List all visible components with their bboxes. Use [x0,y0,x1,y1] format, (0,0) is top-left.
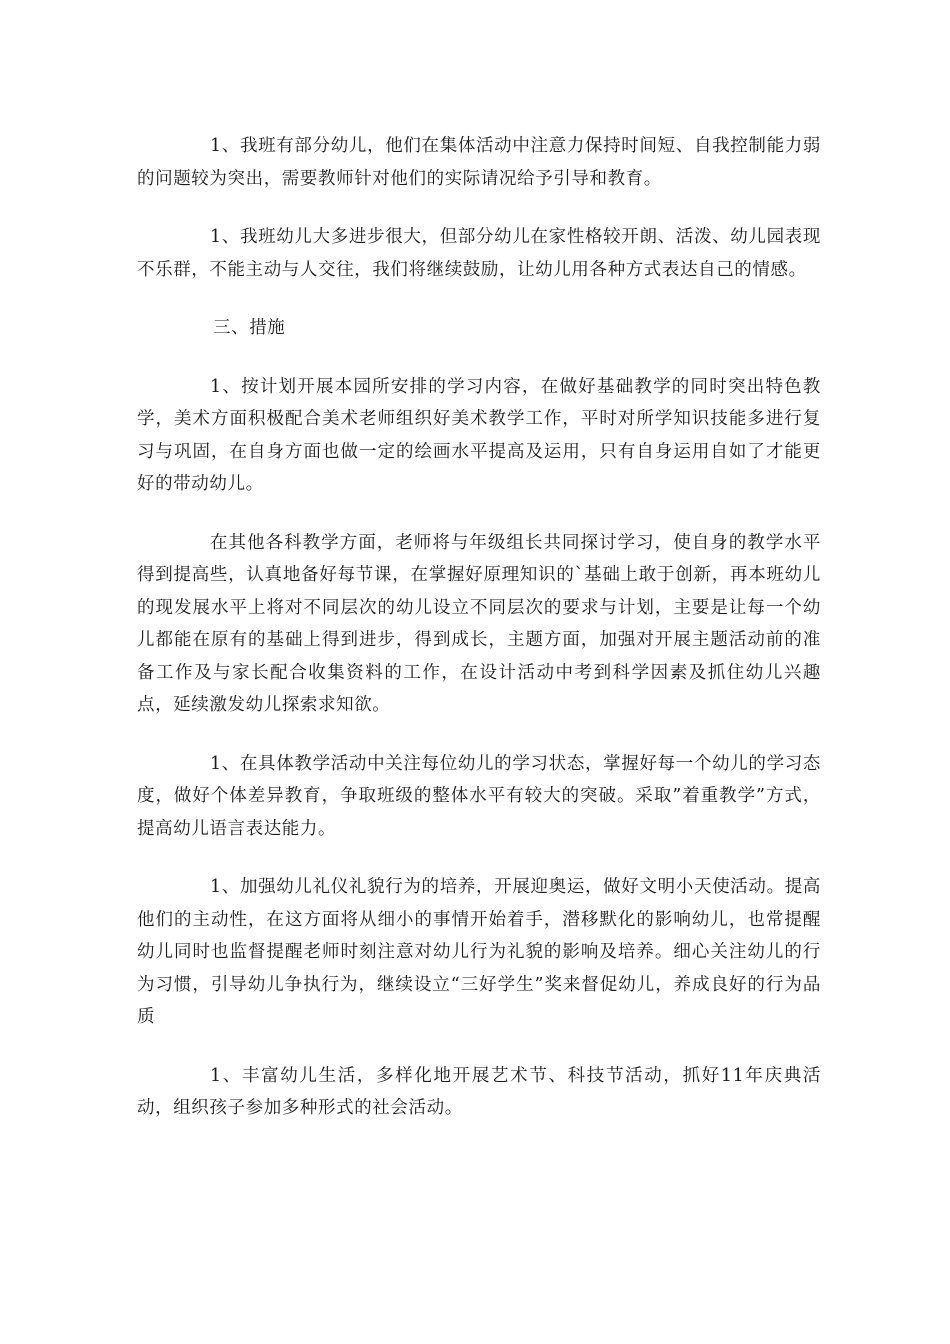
paragraph-teaching-plan: 1、按计划开展本园所安排的学习内容，在做好基础教学的同时突出特色教学，美术方面积极配合美术老师组织好美术教学工作，平时对所学知识技能多进行复习与巩固，在自身方面也做一定的绘画水平提高及运用，只有自身运用自如了才能更好的带动幼儿。 [137,376,821,494]
paragraph-learning-status: 1、在具体教学活动中关注每位幼儿的学习状态，掌握好每一个幼儿的学习态度，做好个体差异教育，争取班级的整体水平有较大的突破。采取”着重教学”方式，提高幼儿语言表达能力。 [137,753,821,839]
paragraph-social-progress: 1、我班幼儿大多进步很大，但部分幼儿在家性格较开朗、活泼、幼儿园表现不乐群，不能主动与人交往，我们将继续鼓励，让幼儿用各种方式表达自己的情感。 [137,227,821,280]
paragraph-other-subjects: 在其他各科教学方面，老师将与年级组长共同探讨学习，使自身的教学水平得到提高些，认真地备好每节课，在掌握好原理知识的`基础上敢于创新，再本班幼儿的现发展水平上将对不同层次的幼儿设立不同层次的要求与计划，主要是让每一个幼儿都能在原有的基础上得到进步，得到成长，主题方面，加强对开展主题活动前的准备工作及与家长配合收集资料的工作，在设计活动中考到科学因素及抓住幼儿兴趣点，延续激发幼儿探索求知欲。 [137,532,821,715]
document-body [137,130,821,1151]
paragraph-enrich-life: 1、丰富幼儿生活，多样化地开展艺术节、科技节活动，抓好11年庆典活动，组织孩子参加多种形式的社会活动。 [137,1065,821,1118]
section-heading-measures: 三、措施 [213,318,286,338]
paragraph-etiquette: 1、加强幼儿礼仪礼貌行为的培养，开展迎奥运，做好文明小天使活动。提高他们的主动性，在这方面将从细小的事情开始着手，潜移默化的影响幼儿，也常提醒幼儿同时也监督提醒老师时刻注意对幼儿行为礼貌的影响及培养。细心关注幼儿的行为习惯，引导幼儿争执行为，继续设立“三好学生”奖来督促幼儿，养成良好的行为品质 [137,877,821,1027]
paragraph-attention-issue: 1、我班有部分幼儿，他们在集体活动中注意力保持时间短、自我控制能力弱的问题较为突出，需要教师针对他们的实际请况给予引导和教育。 [137,136,821,189]
